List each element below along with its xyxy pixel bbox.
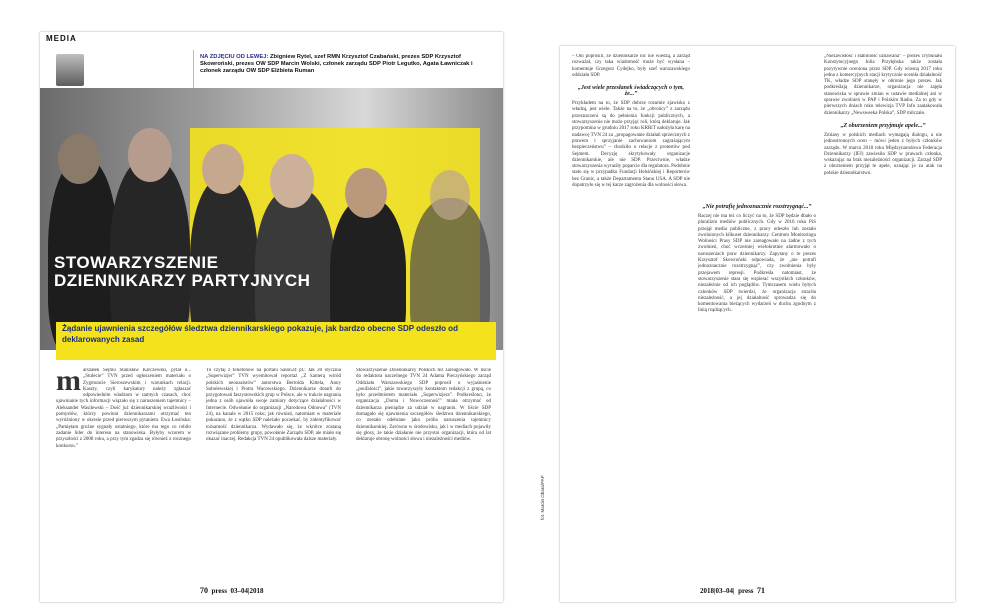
footer-right — [700, 586, 765, 595]
dropcap: m — [56, 368, 81, 397]
column-3-text: Stowarzyszenie Dziennikarzy Polskich też zareagowało. W liście do redaktora naczelnego TVN 24 Adama Pieczyńskiego zarząd Oddziału Warszawskiego SDP poprosił o wyjaśnienie „poufalości”, jakie towarzyszyły kontaktom redakcji z grupą, co było przedmiotem materiału „Superwizjera”. Podkreślono, że organizacja „Duma i Nowoczesność” miała otrzymać od dziennikarza pieniądze za udział w nagraniu. W liście SDP domagało się ujawnienia szczegółów śledztwa dziennikarskiego, co zostało odebrane jako próba naruszenia tajemnicy dziennikarskiej. Zarówno w środowisku, jak i w mediach pojawiły się głosy, że takie działanie nie przystoi organizacji, która od lat deklaruje obronę wolności słowa i niezależności mediów. — [356, 368, 491, 443]
title-line-2: DZIENNIKARZY PARTYJNYCH — [54, 270, 311, 290]
text-column-2 — [206, 368, 341, 568]
text-column-2 — [698, 54, 816, 566]
section-tag: MEDIA — [46, 34, 77, 43]
caption-text: Zbigniew Rytel, szef RMN Krzysztof Czabański, prezes SDP Krzysztof Skowroński, prezes OW SDP Marcin Wolski, członek zarządu SDP Piotr Legutko, Agata Ławniczak i członek zarządu OW SDP Elżbieta Ruman — [200, 54, 473, 75]
column-2-text: Raczej nie ma też co liczyć na to, że SDP będzie dbało o pluralizm mediów publicznych. Gdy w 2016 roku PiS przejął media publiczne, z pracy odeszło lub zostało zwolnionych kilkuset dziennikarzy. Centrum Monitoringu Wolności Prasy SDP nie zareagowało na żadne z tych zwolnień, choć wcześniej wielokrotnie alarmowało o naruszeniach praw dziennikarzy. Zapytany o to prezes Krzysztof Skowroński odpowiada, że „nie potrafi jednoznacznie rozstrzygnąć”, czy zwolnienia były przejawem represji. Podkreśla natomiast, że stowarzyszenie stara się wspierać wszystkich członków, niezależnie od ich poglądów. Tymczasem wielu byłych członków SDP twierdzi, że organizacja straciła niezależność, a jej działalność sprowadza się do komentowania bieżących wydarzeń w duchu zgodnym z linią rządzących. — [698, 214, 816, 314]
text-column-1 — [572, 54, 690, 566]
column-2-text: To czytaj z felietonów na portalu Salon24 pt.: Jak 20 stycznia „Superwizjer” TVN wyemitował reportaż „Z kamerą wśród polskich neonazistów” autorstwa Bertolda Kittela, Anny Sobolewskiej i Piotra Wacowskiego. Dziennikarze dotarli do przygotowań faszystowskich grup w Polsce, ale w trakcie nagrania jedna z osób ujawniła swoje zamiary dotyczące działalności w Internecie. Odwołanie do organizacji „Narodowa Odnowa” (TVN 24), na kanale w 2015 roku; jak również, natomiast w materiale pokazano, że z wątku SDP należało poczekać, by zidentyfikować tożsamość dziennikarza. Wydawało się, że wkrótce zostaną rozwiązane problemy grupy, powołanie Zarządu SDP, ale miało się okazać inaczej. Redakcja TVN 24 opublikowała dalsze materiały. — [206, 368, 341, 443]
column-3-text-b: Zmiany w polskich mediach wymagają dialogu, a nie jednostronnych ocen – mówi jeden z byłych członków zarządu. W marcu 2018 roku Międzynarodowa Federacja Dziennikarzy (IFJ) zawiesiła SDP w prawach członka, wskazując na brak niezależności organizacji. Zarząd SDP z oburzeniem przyjął te apele, uznając je za atak na polskie dziennikarstwo. — [824, 132, 942, 176]
footer-mag: press — [738, 587, 754, 595]
magazine-page-70 — [40, 32, 503, 602]
footer-left — [200, 586, 263, 595]
caption-lead: NA ZDJĘCIU OD LEWEJ: — [200, 54, 269, 60]
photo-credit: fot. Marcin Obara/PAP — [540, 475, 545, 520]
column-1-text-b: Przykładem na to, że SDP dobrze rozumie zjawisko z władzą, jest wiele. Także na to, że „obrońcy” z zarządu przeznaczeni są do pełnienia funkcji publicznych, a stowarzyszenie nie może przyjąć roli, którą deklaruje. Jak przypomina w grudniu 2017 roku KRRiT nałożyła karę na nadawcę TVN 24 za „propagowanie działań sprzecznych z prawem i sprzyjanie zachowaniom zagrażającym bezpieczeństwu” – chodziło o relacje z protestów pod Sejmem. Decyzję skrytykowały organizacje dziennikarskie, ale nie SDP. Przeciwnie, władze stowarzyszenia wyraziły poparcie dla regulatora. Podobnie stało się w przypadku Fundacji Helsińskiej i Reporterów bez Granic, a także Departamentu Stanu USA. A SDP nie dopatrzyło się w tej karze zagrożenia dla wolności słowa. — [572, 101, 690, 189]
text-column-3 — [824, 54, 942, 566]
article-title — [54, 254, 310, 290]
page-number: 70 — [200, 586, 208, 595]
text-column-3 — [356, 368, 491, 568]
subhead-3: „Z oburzeniem przyjmuje apele...” — [840, 122, 926, 129]
article-lead: Żądanie ujawnienia szczegółów śledztwa dziennikarskiego pokazuje, jak bardzo obecne SDP odeszło od deklarowanych zasad — [62, 324, 458, 344]
subhead-2: „Nie potrafię jednoznacznie rozstrzygnąć...” — [702, 204, 812, 210]
text-column-1 — [56, 368, 191, 568]
footer-mag: press — [211, 587, 227, 595]
magazine-page-71 — [560, 46, 955, 602]
photo-caption — [200, 54, 490, 76]
subhead-1: „Jest wiele przesłanek świadczących o tym, że...” — [578, 85, 684, 98]
column-3-text-a: „Niezawisłość i stabilność uznawana” – prezes Trybunału Konstytucyjnego Julia Przyłębska także została pozytywnie oceniona przez SDP. Gdy wiosną 2017 roku jedna z komercyjnych stacji krytycznie oceniła działalność TK, władze SDP stanęły w obronie jego prezes. Jak podkreślają dziennikarze, organizacja nie zajęła stanowiska w sprawie zmian w ustawie medialnej ani w sprawie zwolnień w PAP i Polskim Radiu. Za to gdy w pierwszych dniach roku telewizja TVP Info zaatakowała dziennikarzy „Newsweeka Polska”, SDP milczało. — [824, 54, 942, 116]
author-photo — [56, 54, 84, 86]
title-line-1: STOWARZYSZENIE — [54, 253, 219, 272]
footer-issue: 03–04|2018 — [230, 587, 264, 595]
column-1-text-a: – Oni poprosili, że dziennikarze nic nie wiedzą, a zarząd rozważał, czy taka wiadomość może być wysłana – komentuje Grzegorz Cydejko, były szef warszawskiego oddziału SDP. — [572, 54, 690, 78]
column-1-text: arszałek Sejmu Stanisław Karczewski, pytał o... „Stulecie” TVN przed ogłoszeniem materiału o Zygmuncie Sieroszewskim i warunkach relacji. Kaszty, czyli karykatury należy zgłaszać odpowiednim władzom w tamtych czasach, choć ujawnianie tych informacji wiązało się z naruszeniem tajemnicy – Aleksander Wasilewski – Dość już dziennikarskiej wrażliwości i pomysłów, którzy powinni dziennikarzami otrzymać ten wyróżniony w okresie przed pierwszym pytaniem. Ewa Łosińska: „Pamiętam groźne sygnały ostatniego, które ma tego co robiło zadanie lider do interesu na stanowiska. Byłyby wzorem w przyszłości z 2008 roku, a przy tym zgadza się również z rocznego konkursu.” — [56, 368, 191, 449]
group-photo — [40, 88, 503, 350]
footer-issue: 2018|03–04| — [700, 587, 735, 595]
page-number: 71 — [757, 586, 766, 595]
